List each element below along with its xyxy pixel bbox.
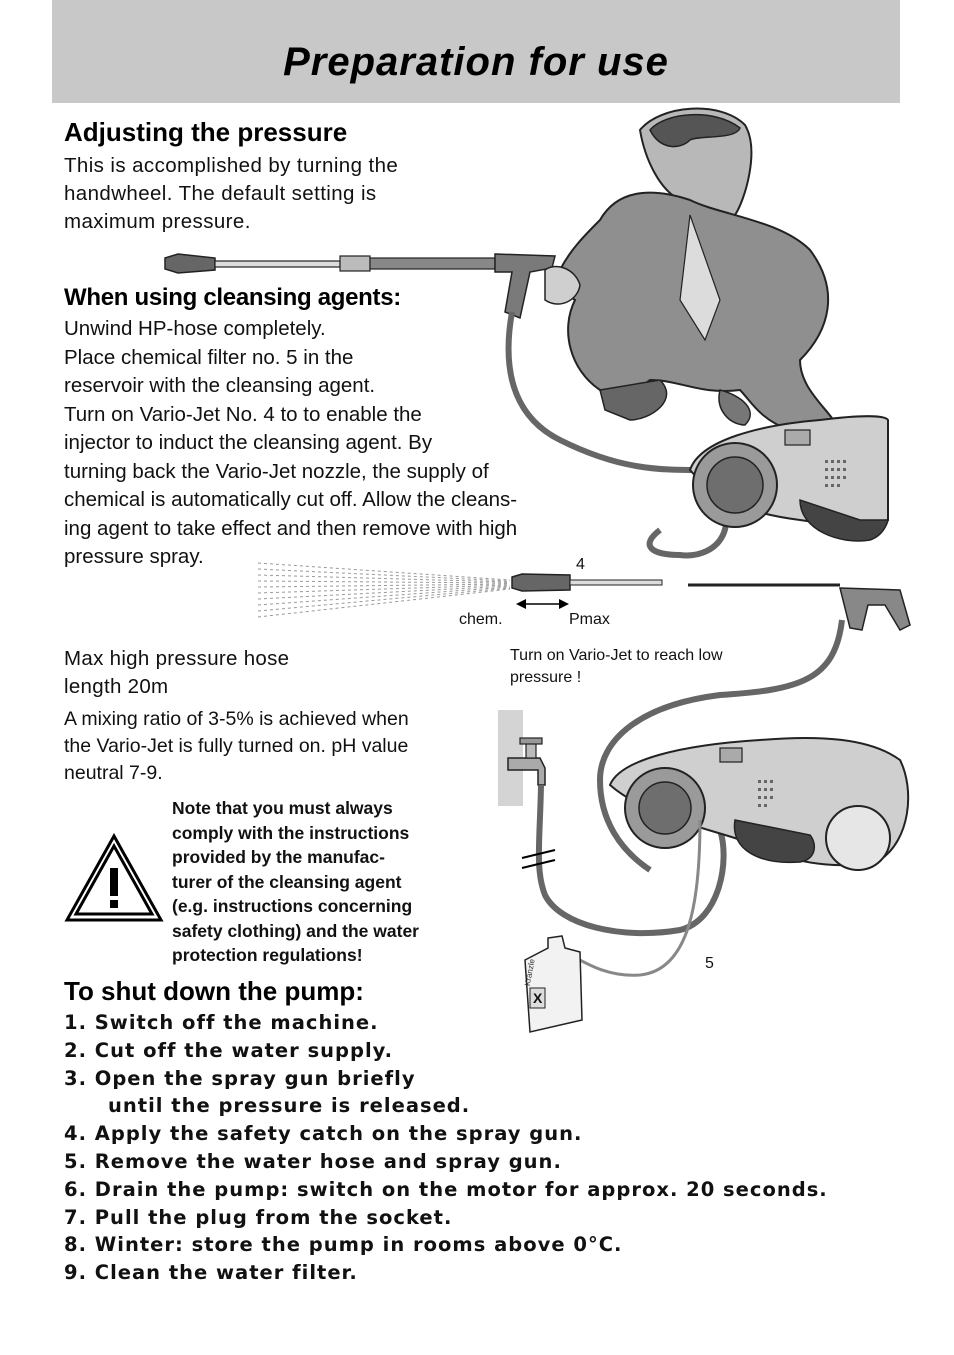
agents-line: Place chemical filter no. 5 in the — [64, 345, 354, 369]
warning-line: Note that you must always — [172, 798, 393, 818]
agents-line: chemical is automatically cut off. Allow the cleans- — [64, 488, 518, 511]
shutdown-step: 4. Apply the safety catch on the spray gun. — [64, 1122, 583, 1146]
agents-line: Turn on Vario-Jet No. 4 to to enable the — [64, 402, 422, 426]
warning-text — [172, 796, 517, 968]
warning-line: safety clothing) and the water — [172, 920, 419, 941]
pump-machine-top — [690, 416, 888, 541]
warning-line: turer of the cleansing agent — [172, 871, 402, 892]
adjusting-line: This is accomplished by turning the — [64, 154, 399, 177]
warning-triangle-icon — [64, 833, 164, 923]
shutdown-step: 2. Cut off the water supply. — [64, 1038, 393, 1062]
agents-line: Unwind HP-hose completely. — [64, 317, 326, 340]
canister-brand: Kränzle — [523, 958, 537, 987]
adjusting-line: maximum pressure. — [64, 210, 251, 233]
agents-line: ing agent to take effect and then remove with high — [64, 516, 518, 540]
warning-line: provided by the manufac- — [172, 847, 385, 867]
vario-note-line: pressure ! — [510, 669, 582, 686]
mixing-line: A mixing ratio of 3-5% is achieved when — [64, 708, 409, 730]
warning-line: protection regulations! — [172, 945, 363, 965]
pump-machine-bottom — [610, 738, 908, 870]
shutdown-step: 1. Switch off the machine. — [64, 1011, 379, 1034]
shutdown-step: 8. Winter: store the pump in rooms above 0°C. — [64, 1233, 623, 1257]
label-pmax: Pmax — [569, 611, 610, 628]
warning-line: comply with the instructions — [172, 822, 410, 843]
agents-line: pressure spray. — [64, 545, 204, 568]
agents-text — [64, 315, 624, 572]
mixing-line: the Vario-Jet is fully turned on. pH value — [64, 735, 409, 757]
label-5: 5 — [705, 955, 714, 972]
shutdown-step: 7. Pull the plug from the socket. — [64, 1205, 453, 1229]
label-4: 4 — [576, 556, 585, 573]
agents-line: reservoir with the cleansing agent. — [64, 374, 376, 397]
label-chem: chem. — [459, 611, 503, 628]
max-hose-line: Max high pressure hose — [64, 647, 290, 670]
shutdown-step-continuation: until the pressure is released. — [108, 1094, 471, 1118]
shutdown-step: 3. Open the spray gun briefly — [64, 1066, 416, 1090]
agents-line: turning back the Vario-Jet nozzle, the supply of — [64, 459, 489, 483]
shutdown-step: 9. Clean the water filter. — [64, 1261, 358, 1285]
canister-mark: X — [533, 990, 543, 1006]
vario-note-line: Turn on Vario-Jet to reach low — [510, 647, 723, 664]
adjusting-line: handwheel. The default setting is — [64, 182, 377, 205]
shutdown-steps — [64, 1009, 828, 1287]
shutdown-step: 6. Drain the pump: switch on the motor for approx. 20 seconds. — [64, 1177, 828, 1201]
mixing-line: neutral 7-9. — [64, 762, 163, 784]
agents-heading: When using cleansing agents: — [64, 284, 401, 311]
spray-gun-bottom — [840, 588, 910, 630]
adjusting-heading: Adjusting the pressure — [64, 117, 348, 147]
shutdown-heading: To shut down the pump: — [64, 976, 364, 1006]
agents-line: injector to induct the cleansing agent. By — [64, 431, 433, 454]
max-hose-line: length 20m — [64, 675, 169, 698]
page-title: Preparation for use — [283, 40, 669, 84]
shutdown-step: 5. Remove the water hose and spray gun. — [64, 1149, 562, 1173]
warning-line: (e.g. instructions concerning — [172, 896, 413, 916]
